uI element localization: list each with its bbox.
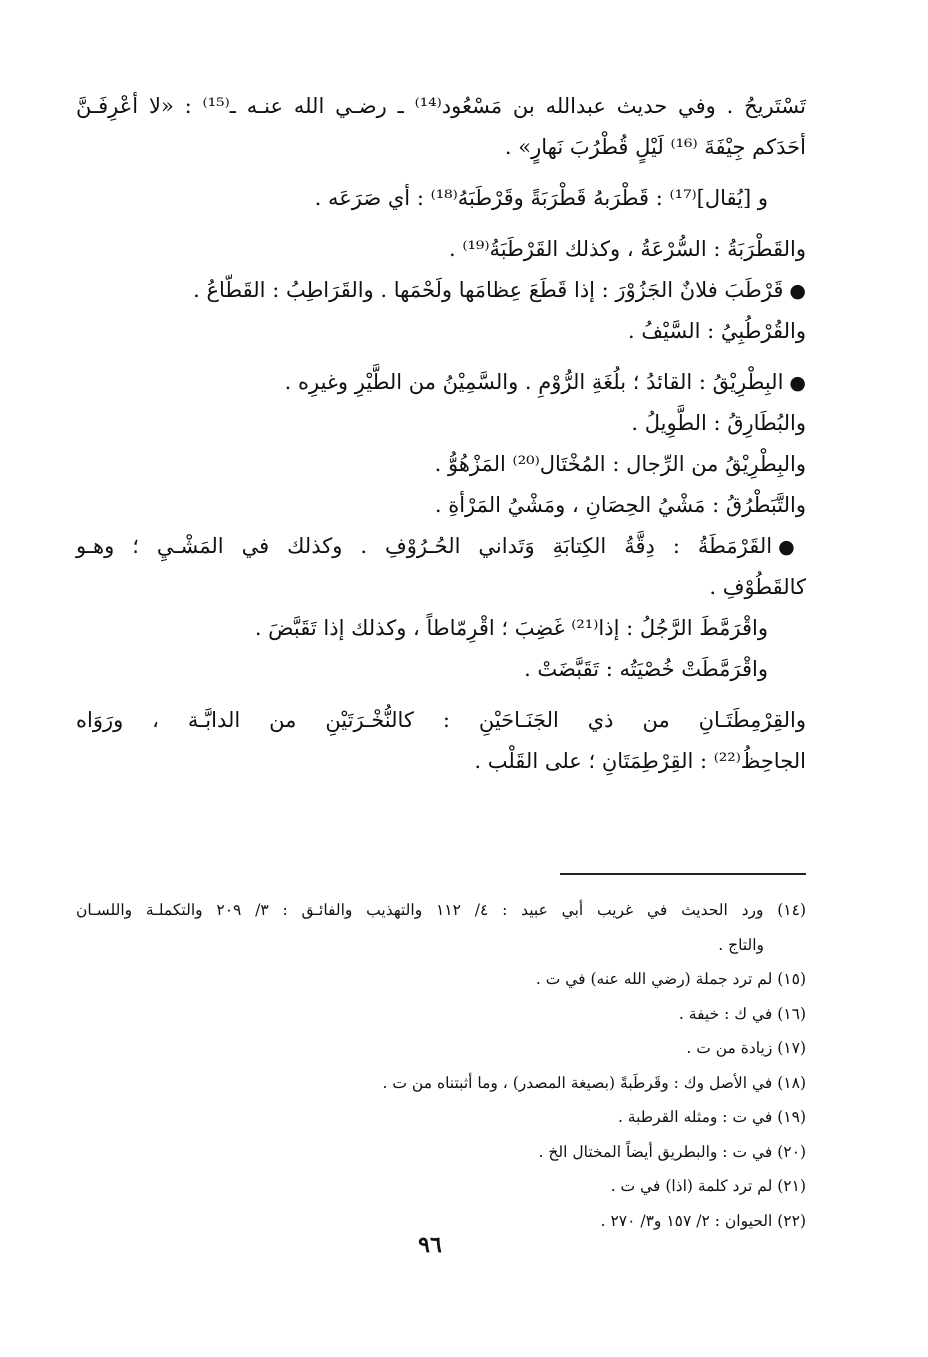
footnote: (٢٢) الحيوان : ٢/ ١٥٧ و٣/ ٢٧٠ . xyxy=(600,1211,806,1230)
text-line: البِطْرِيْقُ : القائدُ ؛ بلُغَةِ الرُّوْمِ . والسَّمِيْنُ من الطَّيْرِ وغيرِه . xyxy=(284,370,784,394)
footnote: (١٧) زيادة من ت . xyxy=(686,1039,806,1057)
footnote: (١٤) ورد الحديث في غريب أبي عبيد : ٤/ ١١٢ والتهذيب والفائـق : ٣/ ٢٠٩ والتكملـة واللسـان xyxy=(76,901,806,919)
text-line: قَرْطَبَ فلانٌ الجَزُوْرَ : إذا قَطَعَ عِظامَها ولَحْمَها . والقَرَاطِبُ : القَطّاعُ . xyxy=(193,278,784,302)
bullet-entry-bitriq xyxy=(76,362,806,403)
main-text xyxy=(76,86,806,782)
bullet-icon: ● xyxy=(789,280,806,302)
footnote: (١٨) في الأصل وك : وقَرطَبةً (بصيغة المصدر) ، وما أثبتناه من ت . xyxy=(382,1073,806,1092)
footnote-divider xyxy=(560,873,806,875)
footnote-continuation: والتاج . xyxy=(718,935,764,954)
text-line: والبِطْرِيْقُ من الرِّجال : المُخْتَال⁽²⁰⁾ المَزْهُوُّ . xyxy=(434,452,806,476)
bullet-icon: ● xyxy=(789,372,806,394)
text-line: والقِرْمِطَتَـانِ من ذي الجَنَـاحَيْنِ : كالنُّخْـرَتَيْنِ من الدابَّـة ، ورَوَاه xyxy=(76,708,806,732)
footnote: (١٦) في ك : خيفة . xyxy=(678,1004,806,1023)
bullet-icon: ● xyxy=(778,536,806,558)
text-line: و [يُقال]⁽¹⁷⁾ : قَطْرَبهُ قَطْرَبَةً وقَرْطَبَهُ⁽¹⁸⁾ : أي صَرَعَه . xyxy=(314,186,768,210)
footnote: (٢١) لم ترد كلمة (اذا) في ت . xyxy=(610,1177,806,1195)
text-line: والتَّبَطْرُقُ : مَشْيُ الحِصَانِ ، ومَشْيُ المَرْأةِ . xyxy=(434,493,806,517)
footnote: (١٩) في ت : ومثله القرطبة . xyxy=(617,1108,806,1126)
footnotes xyxy=(76,893,806,1238)
footnote: (٢٠) في ت : والبطريق أيضاً المختال الخ . xyxy=(538,1142,806,1161)
text-line: والقَطْرَبَةُ : السُّرْعَةُ ، وكذلك القَرْطَبَةُ⁽¹⁹⁾ . xyxy=(448,237,806,261)
text-line: تَسْتَريحُ . وفي حديث عبدالله بن مَسْعُود⁽¹⁴⁾ ـ رضـي الله عنـه ـ⁽¹⁵⁾ : «لا أعْرِفَـنَّ xyxy=(76,94,807,118)
footnote: (١٥) لم ترد جملة (رضي الله عنه) في ت . xyxy=(535,970,806,988)
text-line: كالقَطُوْفِ . xyxy=(709,575,806,599)
text-line: واقْرَمَّطَ الرَّجُلُ : إذا⁽²¹⁾ غَضِبَ ؛ اقْرِمّاطاً ، وكذلك إذا تَقَبَّضَ . xyxy=(254,616,768,640)
bullet-entry-qarmata xyxy=(76,526,806,567)
page-number: ٩٦ xyxy=(418,1232,442,1258)
bullet-entry-qartaba xyxy=(76,270,806,311)
text-line: القَرْمَطَةُ : دِقَّةُ الكِتابَةِ وَتَداني الحُـرُوْفِ . وكذلك في المَشْـيِ ؛ وهـو xyxy=(76,534,773,558)
text-line: أحَدَكم جِيْفَةَ ⁽¹⁶⁾ لَيْلٍ قُطْرُبَ نَهارٍ» . xyxy=(504,135,806,159)
text-line: واقْرَمَّطَتْ خُصْيَتُه : تَقَبَّضَتْ . xyxy=(524,657,768,681)
text-line: والبُطَارِقُ : الطَّوِيلُ . xyxy=(631,411,806,435)
text-line: والقُرْطُبِيُ : السَّيْفُ . xyxy=(628,319,806,343)
text-line: الجاحِظُ⁽²²⁾ : القِرْطِمَتَانِ ؛ على القَلْب . xyxy=(474,749,806,773)
